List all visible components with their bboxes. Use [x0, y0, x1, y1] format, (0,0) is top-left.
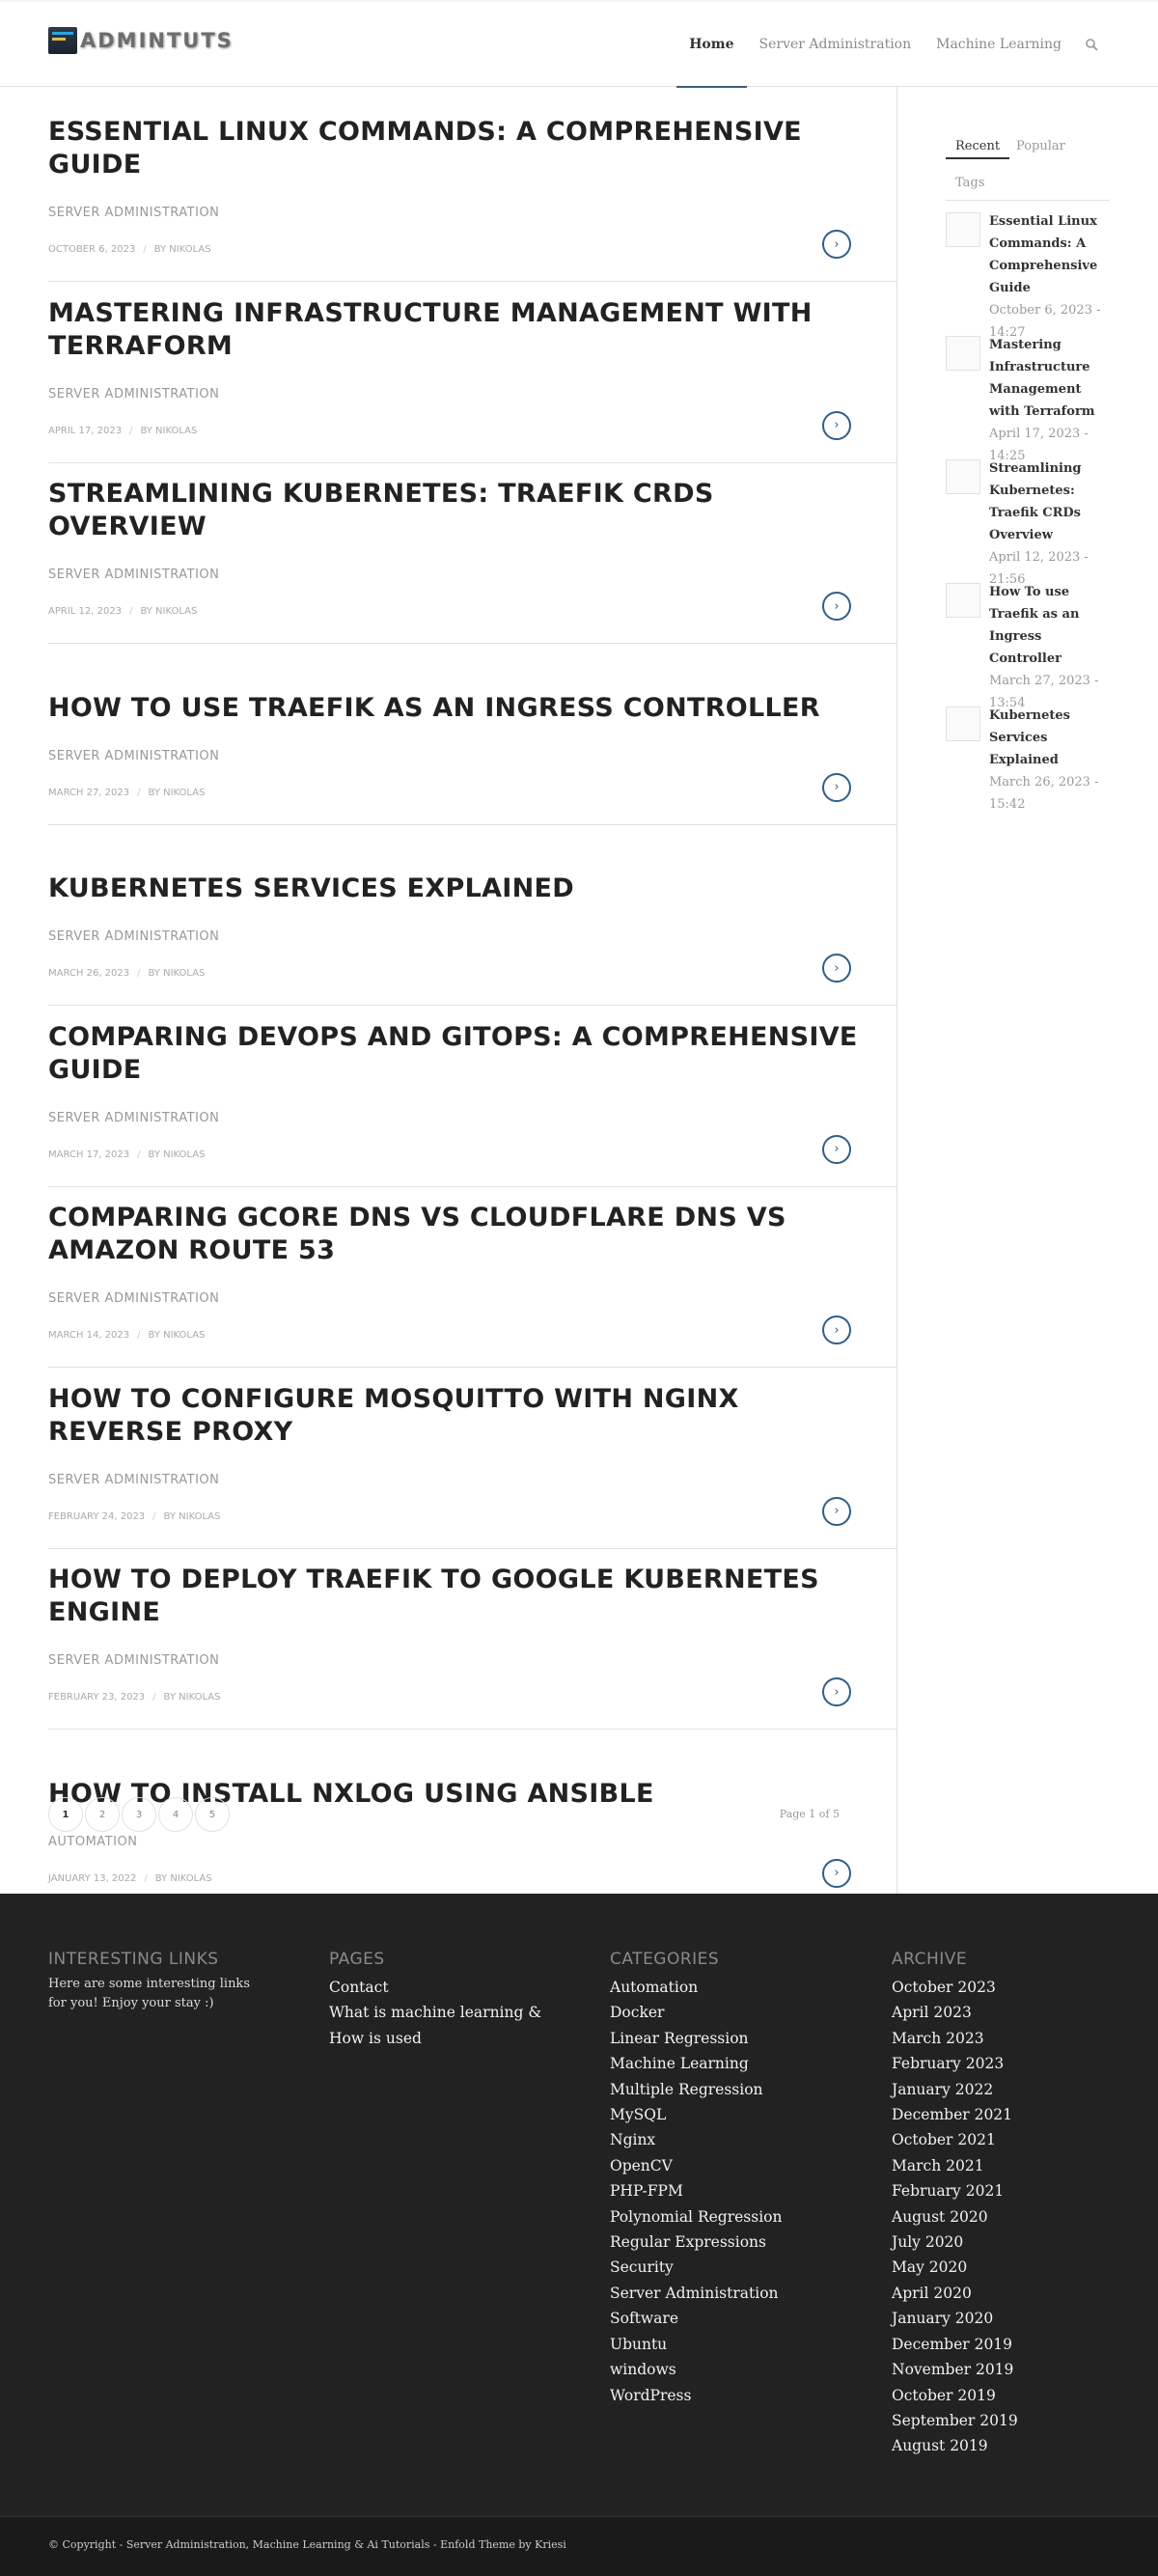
recent-post-date: April 17, 2023 - 14:25	[989, 427, 1089, 463]
footer-links-column	[48, 1950, 270, 2013]
nav-machine-learning[interactable]: Machine Learning	[936, 37, 1062, 52]
footer-category-link[interactable]: Server Administration	[610, 2284, 779, 2302]
recent-post-date: October 6, 2023 - 14:27	[989, 303, 1101, 340]
recent-post-item[interactable]	[946, 581, 1110, 710]
page-info: Page 1 of 5	[779, 1808, 840, 1820]
footer-socket	[0, 2516, 1158, 2576]
footer-category-link[interactable]: PHP-FPM	[610, 2182, 683, 2201]
read-more-icon[interactable]: ›	[822, 1859, 851, 1888]
post-title[interactable]: HOW TO DEPLOY TRAEFIK TO GOOGLE KUBERNETES ENGINE	[48, 1565, 819, 1627]
search-icon[interactable]	[1074, 2, 1098, 87]
post-title[interactable]: HOW TO INSTALL NXLOG USING ANSIBLE	[48, 1778, 654, 1809]
footer-archive-link[interactable]: October 2019	[892, 2386, 996, 2404]
post-author[interactable]: BY NIKOLAS	[163, 1692, 221, 1703]
read-more-icon[interactable]: ›	[822, 411, 851, 440]
nav-server-administration[interactable]: Server Administration	[758, 37, 912, 52]
sidebar-divider	[896, 87, 897, 1894]
post-entry	[48, 463, 897, 645]
post-entry	[48, 825, 897, 1007]
post-author[interactable]: BY NIKOLAS	[153, 244, 211, 255]
recent-post-item[interactable]	[946, 334, 1110, 463]
footer-category-link[interactable]: Nginx	[610, 2131, 656, 2149]
post-date: FEBRUARY 24, 2023	[48, 1510, 146, 1522]
post-title[interactable]: KUBERNETES SERVICES EXPLAINED	[48, 873, 575, 903]
post-entry	[48, 1368, 897, 1549]
footer-categories-column	[610, 1950, 782, 2408]
footer-archive-link[interactable]: March 2021	[892, 2156, 984, 2174]
logo-text: ADMINTUTS	[80, 29, 234, 52]
page-5[interactable]: 5	[195, 1797, 230, 1832]
read-more-icon[interactable]: ›	[822, 1135, 851, 1164]
footer-category-link[interactable]: Ubuntu	[610, 2335, 668, 2353]
post-title[interactable]: MASTERING INFRASTRUCTURE MANAGEMENT WITH TERRAFORM	[48, 297, 813, 361]
recent-post-item[interactable]	[946, 210, 1110, 340]
recent-post-thumbnail[interactable]	[946, 212, 980, 247]
recent-post-title[interactable]: Mastering Infrastructure Management with Terraform	[989, 338, 1095, 419]
page-4[interactable]: 4	[158, 1797, 193, 1832]
page-2[interactable]: 2	[85, 1797, 120, 1832]
recent-post-date: March 27, 2023 - 13:54	[989, 674, 1099, 710]
main-nav	[676, 2, 1098, 87]
tab-tags[interactable]: Tags	[955, 176, 985, 190]
post-date: OCTOBER 6, 2023	[48, 244, 136, 255]
recent-post-title[interactable]: Essential Linux Commands: A Comprehensive Guide	[989, 214, 1098, 295]
post-category[interactable]: SERVER ADMINISTRATION	[48, 568, 220, 582]
read-more-icon[interactable]: ›	[822, 954, 851, 983]
footer-category-link[interactable]: Automation	[610, 1979, 699, 1996]
recent-post-thumbnail[interactable]	[946, 583, 980, 618]
footer-category-link[interactable]: windows	[610, 2361, 676, 2379]
post-date: MARCH 17, 2023	[48, 1149, 130, 1160]
post-entry	[48, 644, 897, 825]
footer-page-link[interactable]: What is machine learning & How is used	[329, 2004, 542, 2047]
post-author[interactable]: BY NIKOLAS	[148, 1149, 206, 1160]
post-meta	[48, 244, 211, 255]
footer-archive-list	[892, 1975, 1018, 2459]
post-title[interactable]: HOW TO USE TRAEFIK AS AN INGRESS CONTROLLER	[48, 692, 820, 723]
recent-post-date: March 26, 2023 - 15:42	[989, 775, 1099, 812]
footer-archive-column	[892, 1950, 1018, 2459]
recent-post-title[interactable]: Streamlining Kubernetes: Traefik CRDs Overview	[989, 461, 1082, 542]
recent-post-title[interactable]: How To use Traefik as an Ingress Controller	[989, 585, 1080, 666]
footer-pages-column	[329, 1950, 570, 2051]
footer-category-link[interactable]: Docker	[610, 2004, 665, 2022]
post-meta	[48, 1150, 205, 1160]
footer-archive-link[interactable]: December 2021	[892, 2106, 1013, 2124]
meta-separator: /	[143, 244, 147, 255]
footer-archive-link[interactable]: January 2020	[892, 2310, 994, 2328]
post-category[interactable]: SERVER ADMINISTRATION	[48, 206, 220, 220]
post-title[interactable]: HOW TO CONFIGURE MOSQUITTO WITH NGINX REVERSE PROXY	[48, 1383, 739, 1447]
meta-separator: /	[137, 1149, 141, 1160]
footer-category-link[interactable]: Regular Expressions	[610, 2233, 766, 2252]
footer-links-heading: INTERESTING LINKS	[48, 1950, 219, 1969]
post-date: FEBRUARY 23, 2023	[48, 1692, 146, 1703]
footer-archive-link[interactable]: August 2019	[892, 2437, 988, 2455]
footer-page-link[interactable]: Contact	[329, 1979, 389, 1996]
post-entry	[48, 1187, 897, 1369]
post-category[interactable]: SERVER ADMINISTRATION	[48, 1291, 220, 1306]
page-1[interactable]: 1	[48, 1797, 83, 1832]
footer-categories-heading: CATEGORIES	[610, 1950, 720, 1969]
footer-categories-list	[610, 1975, 782, 2408]
footer-category-link[interactable]: Multiple Regression	[610, 2080, 763, 2098]
footer-archive-link[interactable]: November 2019	[892, 2361, 1014, 2379]
post-category[interactable]: AUTOMATION	[48, 1834, 138, 1849]
post-entry	[48, 1006, 897, 1187]
site-logo[interactable]	[48, 27, 234, 54]
post-author[interactable]: BY NIKOLAS	[148, 968, 206, 979]
post-meta	[48, 606, 197, 617]
read-more-icon[interactable]: ›	[822, 1316, 851, 1344]
tab-popular[interactable]: Popular	[1016, 139, 1065, 153]
post-category[interactable]: SERVER ADMINISTRATION	[48, 1110, 220, 1125]
footer-archive-link[interactable]: April 2023	[892, 2004, 972, 2022]
tab-recent[interactable]: Recent	[946, 135, 1009, 159]
post-title[interactable]: COMPARING GCORE DNS VS CLOUDFLARE DNS VS AMAZON ROUTE 53	[48, 1203, 786, 1265]
post-meta	[48, 1330, 205, 1341]
read-more-icon[interactable]: ›	[822, 592, 851, 621]
main-area	[0, 87, 1158, 1894]
post-author[interactable]: BY NIKOLAS	[148, 787, 206, 798]
footer-archive-link[interactable]: May 2020	[892, 2258, 968, 2277]
post-title[interactable]: ESSENTIAL LINUX COMMANDS: A COMPREHENSIVE GUIDE	[48, 117, 802, 180]
footer-archive-heading: ARCHIVE	[892, 1950, 968, 1969]
post-meta	[48, 426, 197, 436]
recent-post-date: April 12, 2023 - 21:56	[989, 550, 1089, 587]
footer	[0, 1894, 1158, 2516]
footer-archive-link[interactable]: September 2019	[892, 2411, 1018, 2429]
post-meta	[48, 788, 205, 798]
post-category[interactable]: SERVER ADMINISTRATION	[48, 748, 220, 763]
post-category[interactable]: SERVER ADMINISTRATION	[48, 1472, 220, 1487]
post-meta	[48, 1873, 212, 1884]
post-meta	[48, 1692, 220, 1703]
footer-archive-link[interactable]: February 2021	[892, 2182, 1005, 2201]
footer-category-link[interactable]: Linear Regression	[610, 2029, 749, 2047]
meta-separator: /	[137, 968, 141, 979]
recent-post-thumbnail[interactable]	[946, 459, 980, 494]
read-more-icon[interactable]: ›	[822, 1497, 851, 1526]
post-category[interactable]: SERVER ADMINISTRATION	[48, 386, 220, 402]
site-header	[0, 2, 1158, 87]
post-date: MARCH 14, 2023	[48, 1330, 130, 1341]
post-meta	[48, 1511, 220, 1522]
footer-category-link[interactable]: Software	[610, 2310, 679, 2328]
footer-archive-link[interactable]: December 2019	[892, 2335, 1013, 2353]
footer-archive-link[interactable]: October 2021	[892, 2131, 996, 2149]
post-author[interactable]: BY NIKOLAS	[154, 1872, 212, 1884]
meta-separator: /	[152, 1510, 156, 1522]
footer-archive-link[interactable]: January 2022	[892, 2080, 994, 2098]
footer-category-link[interactable]: WordPress	[610, 2386, 692, 2404]
footer-category-link[interactable]: MySQL	[610, 2106, 667, 2124]
recent-post-thumbnail[interactable]	[946, 706, 980, 741]
meta-separator: /	[137, 787, 141, 798]
post-author[interactable]: BY NIKOLAS	[140, 425, 198, 436]
meta-separator: /	[152, 1692, 156, 1703]
recent-post-item[interactable]	[946, 705, 1110, 820]
post-category[interactable]: SERVER ADMINISTRATION	[48, 1653, 220, 1668]
post-author[interactable]: BY NIKOLAS	[140, 606, 198, 617]
sidebar-tabs	[946, 135, 1110, 203]
meta-separator: /	[129, 425, 133, 436]
post-list	[48, 87, 897, 1894]
footer-archive-link[interactable]: October 2023	[892, 1979, 996, 1996]
recent-post-thumbnail[interactable]	[946, 336, 980, 371]
read-more-icon[interactable]: ›	[822, 773, 851, 802]
footer-archive-link[interactable]: July 2020	[892, 2233, 964, 2252]
nav-home[interactable]: Home	[676, 2, 746, 87]
footer-archive-link[interactable]: April 2020	[892, 2284, 972, 2302]
post-entry	[48, 282, 897, 463]
pagination	[48, 1797, 897, 1836]
post-entry	[48, 1549, 897, 1731]
read-more-icon[interactable]: ›	[822, 230, 851, 259]
footer-links-text: Here are some interesting links for you! Enjoy your stay :)	[48, 1977, 250, 2010]
post-date: MARCH 26, 2023	[48, 968, 130, 979]
meta-separator: /	[144, 1872, 148, 1884]
post-entry	[48, 92, 897, 282]
footer-category-link[interactable]: OpenCV	[610, 2156, 673, 2174]
post-title[interactable]: COMPARING DEVOPS AND GITOPS: A COMPREHENSIVE GUIDE	[48, 1021, 858, 1085]
post-date: APRIL 17, 2023	[48, 425, 123, 436]
post-author[interactable]: BY NIKOLAS	[148, 1330, 206, 1341]
post-meta	[48, 968, 205, 979]
post-date: JANUARY 13, 2022	[48, 1872, 137, 1884]
footer-pages-heading: PAGES	[329, 1950, 385, 1969]
tabs-divider	[946, 200, 1110, 201]
read-more-icon[interactable]: ›	[822, 1677, 851, 1706]
logo-icon	[48, 27, 77, 54]
footer-archive-link[interactable]: March 2023	[892, 2029, 984, 2047]
post-date: APRIL 12, 2023	[48, 606, 123, 617]
footer-archive-link[interactable]: August 2020	[892, 2207, 988, 2226]
post-date: MARCH 27, 2023	[48, 787, 130, 798]
recent-post-item[interactable]	[946, 457, 1110, 587]
post-author[interactable]: BY NIKOLAS	[163, 1510, 221, 1522]
footer-category-link[interactable]: Security	[610, 2258, 674, 2277]
copyright-text: © Copyright - Server Administration, Machine Learning & Ai Tutorials - Enfold Theme by Kriesi	[48, 2538, 566, 2551]
footer-archive-link[interactable]: February 2023	[892, 2055, 1005, 2073]
footer-pages-list	[329, 1975, 570, 2051]
meta-separator: /	[129, 606, 133, 617]
footer-category-link[interactable]: Machine Learning	[610, 2055, 749, 2073]
footer-category-link[interactable]: Polynomial Regression	[610, 2207, 783, 2226]
post-category[interactable]: SERVER ADMINISTRATION	[48, 929, 220, 944]
page-3[interactable]: 3	[122, 1797, 156, 1832]
recent-post-title[interactable]: Kubernetes Services Explained	[989, 708, 1070, 767]
posts-container	[48, 92, 897, 1911]
meta-separator: /	[137, 1330, 141, 1341]
post-title[interactable]: STREAMLINING KUBERNETES: TRAEFIK CRDS OVERVIEW	[48, 479, 714, 541]
